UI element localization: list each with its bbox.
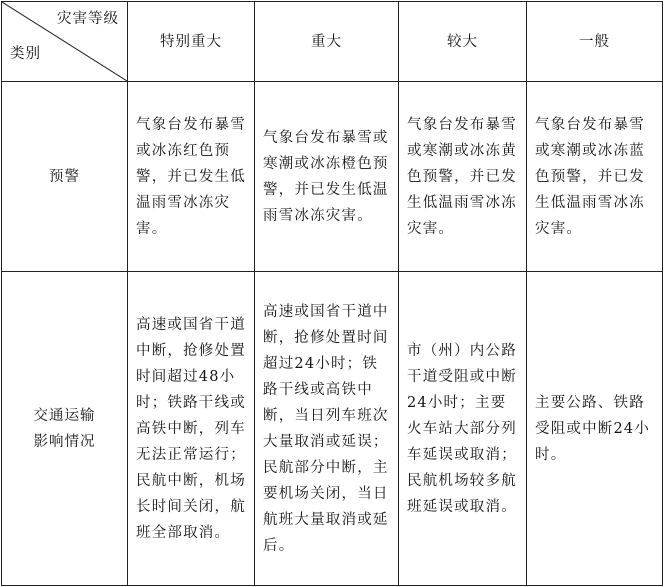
table-row-traffic-impact <box>2 272 663 586</box>
header-level-extraordinary: 特别重大 <box>128 2 255 82</box>
cell-traffic-major: 高速或国省干道中断，抢修处置时间超过24小时；铁路干线或高铁中断，当日列车班次大量取消或延误；民航部分中断，主要机场关闭，当日航班大量取消或延后。 <box>255 272 399 586</box>
header-level-major: 重大 <box>255 2 399 82</box>
row-label-line: 交通运输 <box>33 407 96 424</box>
disaster-level-table <box>1 1 663 586</box>
cell-warning-major: 气象台发布暴雪或寒潮或冰冻橙色预警，并已发生低温雨雪冰冻灾害。 <box>255 82 399 272</box>
header-level-larger: 较大 <box>399 2 527 82</box>
row-label-warning <box>2 82 128 272</box>
corner-label-category: 类别 <box>10 46 41 62</box>
cell-traffic-general: 主要公路、铁路受阻或中断24小时。 <box>527 272 663 586</box>
cell-warning-extraordinary: 气象台发布暴雪或冰冻红色预警，并已发生低温雨雪冰冻灾害。 <box>128 82 255 272</box>
header-row <box>2 2 663 82</box>
row-label-line: 预警 <box>49 168 80 185</box>
cell-traffic-larger: 市（州）内公路干道受阻或中断24小时；主要火车站大部分列车延误或取消；民航机场较多航班延误或取消。 <box>399 272 527 586</box>
table-row-warning <box>2 82 663 272</box>
cell-traffic-extraordinary: 高速或国省干道中断，抢修处置时间超过48小时；铁路干线或高铁中断，列车无法正常运行；民航中断，机场长时间关闭，航班全部取消。 <box>128 272 255 586</box>
cell-warning-general: 气象台发布暴雪或寒潮或冰冻蓝色预警，并已发生低温雨雪冰冻灾害。 <box>527 82 663 272</box>
row-label-traffic-impact <box>2 272 128 586</box>
cell-warning-larger: 气象台发布暴雪或寒潮或冰冻黄色预警，并已发生低温雨雪冰冻灾害。 <box>399 82 527 272</box>
row-label-line: 影响情况 <box>33 433 96 450</box>
corner-label-disaster-level: 灾害等级 <box>57 11 119 27</box>
header-level-general: 一般 <box>527 2 663 82</box>
corner-header-cell <box>2 2 128 82</box>
